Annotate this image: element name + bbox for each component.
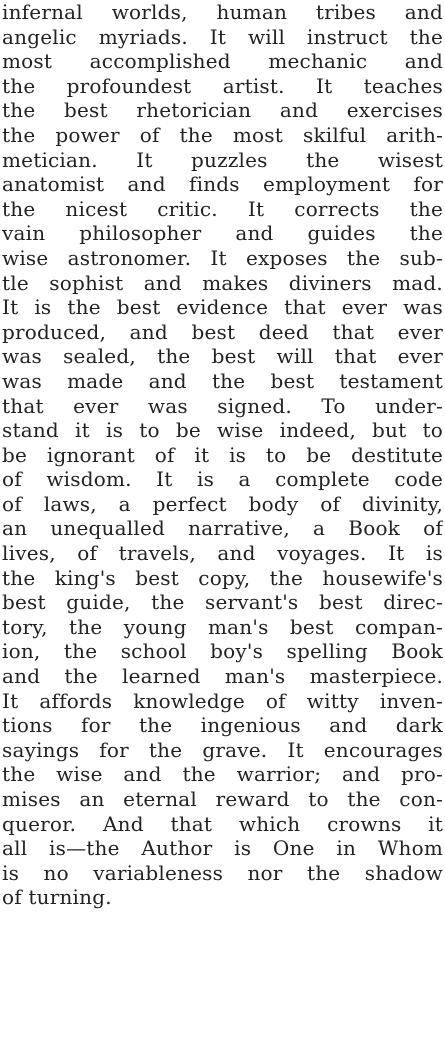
text-line: lives, of travels, and voyages. It is bbox=[2, 541, 443, 566]
text-line: an unequalled narrative, a Book of bbox=[2, 516, 443, 541]
text-line: wise astronomer. It exposes the sub- bbox=[2, 245, 443, 270]
text-line: produced, and best deed that ever bbox=[2, 319, 443, 344]
text-line: most accomplished mechanic and bbox=[2, 49, 443, 74]
text-line: metician. It puzzles the wisest bbox=[2, 147, 443, 172]
text-line: sayings for the grave. It encourages bbox=[2, 737, 443, 762]
text-line: that ever was signed. To under- bbox=[2, 393, 443, 418]
text-line: was made and the best testament bbox=[2, 368, 443, 393]
text-line: is no variableness nor the shadow bbox=[2, 860, 443, 885]
text-line: vain philosopher and guides the bbox=[2, 221, 443, 246]
text-line: angelic myriads. It will instruct the bbox=[2, 24, 443, 49]
text-line: the best rhetorician and exercises bbox=[2, 98, 443, 123]
text-line: was sealed, the best will that ever bbox=[2, 344, 443, 369]
text-line: mises an eternal reward to the con- bbox=[2, 787, 443, 811]
text-line: infernal worlds, human tribes and bbox=[2, 0, 443, 24]
text-line: tory, the young man's best compan- bbox=[2, 614, 443, 639]
text-line: queror. And that which crowns it bbox=[2, 811, 443, 836]
text-line: anatomist and finds employment for bbox=[2, 172, 443, 197]
text-line: all is—the Author is One in Whom bbox=[2, 836, 443, 861]
text-line: of turning. bbox=[2, 885, 112, 910]
text-line: be ignorant of it is to be destitute bbox=[2, 442, 443, 467]
text-line: ion, the school boy's spelling Book bbox=[2, 639, 443, 664]
text-line: the wise and the warrior; and pro- bbox=[2, 762, 443, 787]
text-line: best guide, the servant's best direc- bbox=[2, 590, 443, 615]
text-line: the power of the most skilful arith- bbox=[2, 122, 443, 147]
text-line: the nicest critic. It corrects the bbox=[2, 196, 443, 221]
text-line: stand it is to be wise indeed, but to bbox=[2, 418, 443, 443]
text-line: It affords knowledge of witty inven- bbox=[2, 688, 443, 713]
text-line: the profoundest artist. It teaches bbox=[2, 73, 443, 98]
article-text-column bbox=[2, 0, 443, 910]
text-line: of laws, a perfect body of divinity, bbox=[2, 491, 443, 516]
text-line: the king's best copy, the housewife's bbox=[2, 565, 443, 590]
text-line: and the learned man's masterpiece. bbox=[2, 664, 443, 689]
text-line: tions for the ingenious and dark bbox=[2, 713, 443, 738]
text-line: It is the best evidence that ever was bbox=[2, 295, 443, 320]
text-line: of wisdom. It is a complete code bbox=[2, 467, 443, 492]
text-line: tle sophist and makes diviners mad. bbox=[2, 270, 443, 295]
